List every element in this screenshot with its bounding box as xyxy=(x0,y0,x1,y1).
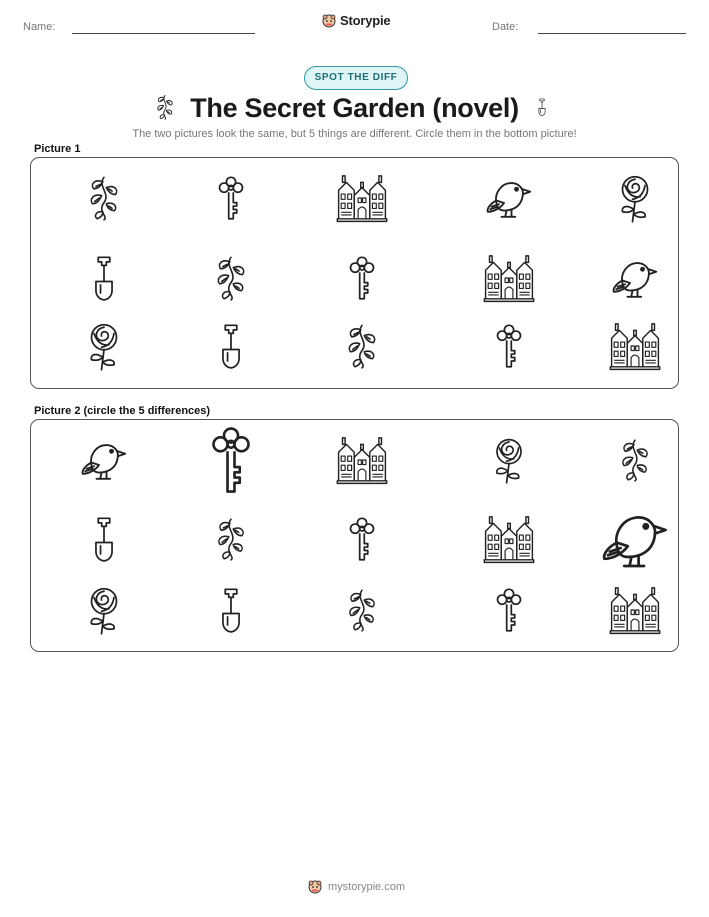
ivy-icon[interactable] xyxy=(340,588,384,632)
bird-icon[interactable] xyxy=(599,503,671,575)
trowel-icon[interactable] xyxy=(81,516,127,562)
worksheet-header xyxy=(0,0,709,50)
rose-icon[interactable] xyxy=(485,436,533,484)
trowel-icon[interactable] xyxy=(208,587,254,633)
key-icon[interactable] xyxy=(486,587,532,633)
rose-icon xyxy=(610,173,660,223)
key-icon xyxy=(486,323,532,369)
mascot-icon xyxy=(322,14,336,28)
mascot-icon xyxy=(308,880,322,894)
ivy-icon xyxy=(81,175,127,221)
manor-icon xyxy=(609,320,661,372)
date-line[interactable] xyxy=(538,33,686,34)
picture-1-label: Picture 1 xyxy=(34,143,81,155)
name-line[interactable] xyxy=(72,33,255,34)
bird-icon xyxy=(610,253,660,303)
key-icon xyxy=(208,175,254,221)
title-row xyxy=(0,90,709,126)
brand-name: Storypie xyxy=(340,13,391,28)
rose-icon[interactable] xyxy=(79,585,129,635)
bird-icon xyxy=(484,173,534,223)
ivy-icon[interactable] xyxy=(613,438,657,482)
trowel-icon xyxy=(208,323,254,369)
ivy-icon xyxy=(339,323,385,369)
ivy-icon xyxy=(208,255,254,301)
key-icon[interactable] xyxy=(339,516,385,562)
manor-icon[interactable] xyxy=(336,434,388,486)
bird-icon[interactable] xyxy=(79,435,129,485)
ivy-icon[interactable] xyxy=(209,517,253,561)
trowel-icon xyxy=(533,92,551,122)
key-icon[interactable] xyxy=(196,425,266,495)
key-icon xyxy=(339,255,385,301)
instructions: The two pictures look the same, but 5 things are different. Circle them in the bottom picture! xyxy=(132,128,577,140)
brand xyxy=(322,13,390,28)
picture-1-panel xyxy=(30,157,679,389)
picture-2-label[interactable]: Picture 2 (circle the 5 differences) xyxy=(34,405,211,417)
footer xyxy=(308,880,405,894)
rose-icon xyxy=(79,321,129,371)
footer-url: mystorypie.com xyxy=(328,881,406,893)
date-label: Date: xyxy=(492,21,519,33)
manor-icon[interactable] xyxy=(609,584,661,636)
name-label: Name: xyxy=(23,21,56,33)
manor-icon[interactable] xyxy=(483,513,535,565)
trowel-icon xyxy=(81,255,127,301)
manor-icon xyxy=(483,252,535,304)
activity-badge: SPOT THE DIFF xyxy=(304,66,408,90)
picture-2-panel[interactable] xyxy=(30,419,679,652)
manor-icon xyxy=(336,172,388,224)
page-title: The Secret Garden (novel) xyxy=(190,93,519,123)
